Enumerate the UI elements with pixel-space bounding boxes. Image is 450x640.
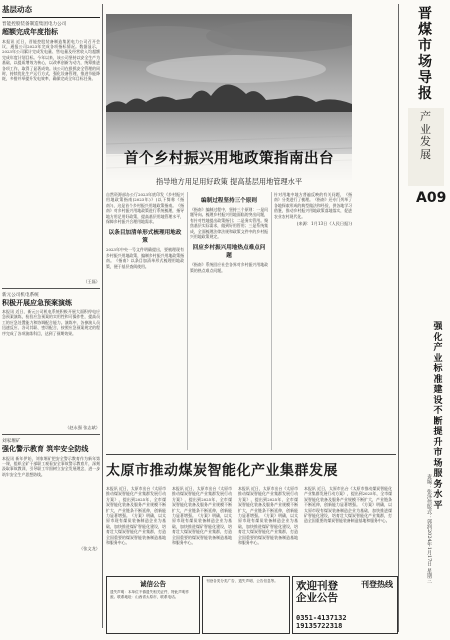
body-paragraph: 本报讯 近日，太原市出台《太原市推动煤炭智能化产业集群发展行动方案》，提出到2025年，全市煤炭智能化装备及服务产业规模不断扩大，产业链条不断延伸，创新能力显著增强。《方案》明确，以太原市现有煤炭装备制造企业为基础，加快推进煤矿智能化建设，培育壮大煤炭智能化产业集群，打造全国重要的煤炭智能装备制造基地和服务中心。 (106, 486, 166, 546)
hero-subheadline: 指导地方用足用好政策 提高基层用地管理水平 (155, 177, 303, 186)
source-note: (来源：1月13日《人民日报》) (296, 221, 352, 227)
notice-title: 诚信公告 (140, 580, 166, 588)
bottom-body-column (106, 486, 166, 580)
section-label-box (408, 108, 444, 186)
section-label: 产业发展 (420, 110, 431, 161)
advert-headline: 欢迎刊登企业公告 (296, 580, 338, 604)
body-paragraph: 2023年中央一号文件明确提出，要梳理现有乡村振兴用地政策，编制乡村振兴用地政策指南。《指南》以条目加清单形式梳理用地政策，便于基层查阅使用。 (106, 247, 184, 269)
article-3-source: 刘家堰矿 (2, 439, 21, 444)
body-column-1 (106, 192, 184, 450)
column-separator (271, 192, 272, 450)
body-paragraph: 《指南》编制过程中，坚持三个原则：一是问题导向。梳理乡村振兴用地面临的突出问题，有针对性地提出政策指引；二是务实管用。聚焦基层实际需求，做到好用管用；三是系统集成，全面梳理法律法规和政策文件中的乡村振兴用地政策规定。 (190, 207, 268, 240)
article-2 (2, 292, 100, 432)
advert-hotline (292, 576, 398, 634)
section-divider (106, 454, 396, 455)
column-separator (102, 4, 103, 628)
layout-credit: 版式：郭润 (426, 504, 432, 529)
body-column-3 (274, 192, 352, 450)
page-letter: A (416, 190, 427, 206)
masthead-column (400, 4, 448, 636)
article-2-headline: 积极开展应急预案演练 (2, 298, 72, 307)
column-header: 基层动态 (2, 4, 100, 18)
notice-text: 遗失声明：本单位不慎遗失相关证件，特此声明作废。联系地址：山西省太原市，联系电话。 (110, 590, 190, 599)
hotline-phone-1: 0351-4137132 (296, 614, 347, 622)
body-paragraph: 本报讯 近日，太原市出台《太原市推动煤炭智能化产业集群发展行动方案》，提出到2025年，全市煤炭智能化装备及服务产业规模不断扩大，产业链条不断延伸，创新能力显著增强。《方案》明确，以太原市现有煤炭装备制造企业为基础，加快推进煤矿智能化建设，培育壮大煤炭智能化产业集群，打造全国重要的煤炭智能装备制造基地和服务中心。 (304, 486, 392, 524)
body-paragraph: 《指南》系统回应社会各界对乡村振兴用地政策的热点难点问题。 (190, 262, 268, 273)
article-1-source: 晋能控股装备制造集团电力公司 (2, 22, 67, 27)
editor-credit: 责编：张泽伟 (426, 474, 432, 504)
masthead-name: 晋煤市场导报 (418, 6, 432, 102)
hotline-phone-2: 19135722318 (296, 622, 343, 630)
body-paragraph: 本报讯 近日，太原市出台《太原市推动煤炭智能化产业集群发展行动方案》，提出到2025年，全市煤炭智能化装备及服务产业规模不断扩大，产业链条不断延伸，创新能力显著增强。《方案》明确，以太原市现有煤炭装备制造企业为基础，加快推进煤矿智能化建设，培育壮大煤炭智能化产业集群，打造全国重要的煤炭智能装备制造基地和服务中心。 (172, 486, 232, 546)
section-subhead: 以条目加清单形式梳理用地政策 (108, 230, 182, 245)
article-1-body: 本报讯 近日，晋能控股装备制造集团电力公司召开会议，通报公司2023年完成各项指标情况。数据显示，2023年公司累计完成发电量、售电量及经营收入均超额完成年度计划目标。今年以来，该公司坚持以安全生产为基础，以提质增效为核心，以改革创新为动力，统筹推进各项工作，取得了显著成效。该公司在狠抓安全管理的同时，持续优化生产运行方式，强化设备管理，推进节能降耗，多措并举提升发电效率，确保完成全年目标任务。 (2, 38, 100, 82)
page-num: 09 (426, 190, 447, 206)
bottom-body-column (238, 486, 298, 580)
masthead-logo (404, 6, 446, 102)
article-2-body: 本报讯 近日，新元公司机电系统积极开展大面积停电应急预案演练，检验应急预案的实用性和可操作性，提高员工的应急处置能力和协调配合能力。演练中，各参演人员迅速反应、各司其职、密切配合，按照应急预案规定的程序完成了各项演练科目，达到了预期效果。 (2, 309, 100, 336)
column-separator (187, 192, 188, 450)
page-meta (426, 474, 446, 634)
article-3 (2, 438, 100, 552)
body-column-2 (190, 192, 268, 450)
body-paragraph: 本报讯 近日，太原市出台《太原市推动煤炭智能化产业集群发展行动方案》，提出到2025年，全市煤炭智能化装备及服务产业规模不断扩大，产业链条不断延伸，创新能力显著增强。《方案》明确，以太原市现有煤炭装备制造企业为基础，加快推进煤矿智能化建设，培育壮大煤炭智能化产业集群，打造全国重要的煤炭智能装备制造基地和服务中心。 (238, 486, 298, 546)
classified-text: 刊登各类分类广告、遗失声明、公告信息等。 (206, 579, 278, 583)
section-subhead: 回应乡村振兴用地热点难点问题 (192, 245, 266, 260)
notice-ad (106, 576, 200, 634)
hero-headline: 首个乡村振兴用地政策指南出台 (124, 151, 334, 167)
article-1-sign: （王磊） (83, 278, 100, 284)
bottom-headline: 太原市推动煤炭智能化产业集群发展 (106, 463, 338, 479)
ad-strip (106, 576, 396, 632)
publish-date: 2024年1月17日 星期三 (426, 529, 432, 583)
body-paragraph: 针对用地中地方普遍反映的有关问题，《指南》分类进行了梳理。《指南》还专门列举了各地探索形成的典型做法和经验，供各地学习借鉴，推动乡村振兴用地政策落地落实，促进农业农村现代化。 (274, 192, 352, 219)
article-2-sign: （赵永强 张志斌） (65, 425, 100, 430)
article-1 (2, 21, 100, 285)
divider (2, 288, 100, 289)
hotline-numbers (296, 614, 347, 630)
left-news-column (2, 4, 100, 632)
bottom-article (106, 460, 396, 580)
section-subhead: 编制过程坚持三个原则 (201, 198, 257, 204)
article-3-sign: （张文龙） (79, 545, 100, 551)
bottom-body-column (304, 486, 392, 580)
article-3-body: 本报讯 新年伊始，刘家堰矿把安全警示教育作为新年第一课，组织全矿干部职工观看安全事故警示教育片，深刻汲取事故教训，引导职工牢固树立安全发展理念，进一步筑牢安全生产思想防线。 (2, 455, 100, 477)
column-separator (398, 4, 399, 632)
body-paragraph: 自然资源部办公厅2023年底印发《乡村振兴用地政策指南(2023年)》(以下简称《指南》)，这是首个乡村振兴用地政策指南。《指南》对乡村振兴用地政策进行系统梳理，指导地方用足用好政策，提高基层用地管理水平，保障乡村振兴合理用地需求。 (106, 192, 184, 225)
article-3-headline: 强化警示教育 筑牢安全防线 (2, 445, 89, 453)
classified-ad (202, 576, 290, 634)
article-2-source: 新元公司机电系统 (2, 292, 39, 298)
divider (2, 434, 100, 435)
slogan-text: 强化产业标准建设 不断提升市场服务水平 (433, 322, 443, 511)
article-1-headline: 超额完成年度指标 (2, 28, 58, 36)
hotline-label: 刊登热线 (361, 580, 393, 589)
page-number (416, 190, 446, 206)
main-article-body (106, 192, 352, 450)
bottom-body-column (172, 486, 232, 580)
